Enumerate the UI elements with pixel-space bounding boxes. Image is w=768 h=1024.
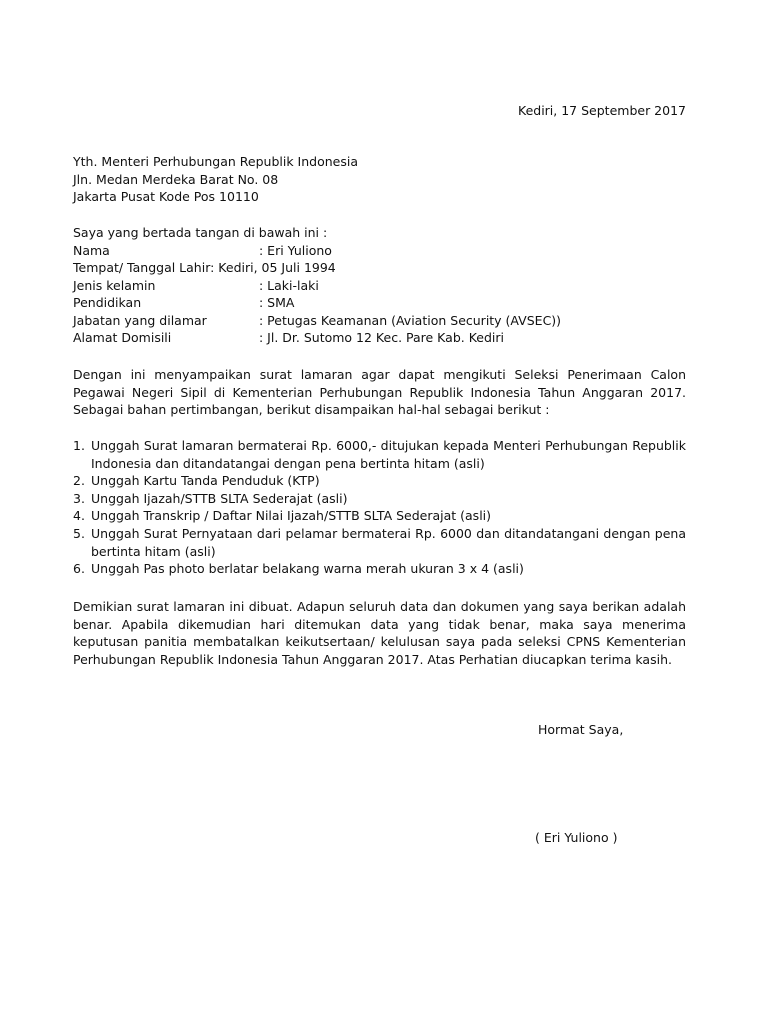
- field-label: Tempat/ Tanggal Lahir: [73, 260, 211, 276]
- list-number: 4.: [73, 508, 85, 524]
- list-number: 1.: [73, 438, 85, 453]
- field-label: Jenis kelamin: [73, 277, 156, 293]
- field-row-jabatan: [73, 312, 693, 330]
- letter-date: Kediri, 17 September 2017: [518, 103, 686, 118]
- field-row-nama: [73, 242, 693, 260]
- body-paragraph-1: Dengan ini menyampaikan surat lamaran agar dapat mengikuti Seleksi Penerimaan Calon Pegawai Negeri Sipil di Kementerian Perhubungan Republik Indonesia Tahun Anggaran 2017. Sebagai bahan pertimbangan, berikut disampaikan hal-hal sebagai berikut :: [73, 367, 686, 418]
- field-value: : Laki-laki: [259, 277, 319, 293]
- applicant-intro: Saya yang bertada tangan di bawah ini :: [73, 225, 328, 240]
- field-row-pendidikan: [73, 294, 693, 312]
- recipient-line: Jakarta Pusat Kode Pos 10110: [73, 189, 259, 205]
- field-value: : Kediri, 05 Juli 1994: [210, 260, 336, 276]
- field-value: : Eri Yuliono: [259, 242, 332, 258]
- list-item: [73, 490, 686, 508]
- list-number: 3.: [73, 490, 85, 506]
- applicant-fields: [73, 242, 693, 348]
- field-value: : Jl. Dr. Sutomo 12 Kec. Pare Kab. Kediri: [259, 330, 504, 346]
- field-value: : SMA: [259, 295, 295, 311]
- field-row-jenis-kelamin: [73, 277, 693, 295]
- list-text: Unggah Pas photo berlatar belakang warna merah ukuran 3 x 4 (asli): [91, 561, 524, 577]
- list-number: 5.: [73, 525, 85, 541]
- recipient-line: Yth. Menteri Perhubungan Republik Indonesia: [73, 154, 359, 169]
- list-item: [73, 507, 686, 525]
- list-number: 6.: [73, 561, 85, 577]
- requirements-list: [73, 437, 686, 578]
- list-text: Unggah Kartu Tanda Penduduk (KTP): [91, 473, 320, 489]
- field-value: : Petugas Keamanan (Aviation Security (AVSEC)): [259, 312, 562, 328]
- list-text: Unggah Ijazah/STTB SLTA Sederajat (asli): [91, 490, 348, 506]
- list-number: 2.: [73, 473, 85, 489]
- field-label: Jabatan yang dilamar: [73, 312, 207, 328]
- recipient-line: Jln. Medan Merdeka Barat No. 08: [73, 171, 279, 187]
- recipient-address: [73, 153, 693, 206]
- closing-salutation: Hormat Saya,: [538, 722, 624, 737]
- field-row-alamat: [73, 329, 693, 347]
- list-text: Unggah Surat Pernyataan dari pelamar bermaterai Rp. 6000 dan ditandatangani dengan pena bertinta hitam (asli): [91, 525, 686, 559]
- list-item: [73, 437, 686, 472]
- list-text: Unggah Surat lamaran bermaterai Rp. 6000,- ditujukan kepada Menteri Perhubungan Republik Indonesia dan ditandatangai dengan pena bertinta hitam (asli): [91, 438, 686, 471]
- field-label: Pendidikan: [73, 295, 142, 311]
- list-item: [73, 560, 686, 578]
- signature-name: ( Eri Yuliono ): [535, 830, 618, 845]
- body-paragraph-2: Demikian surat lamaran ini dibuat. Adapun seluruh data dan dokumen yang saya berikan adalah benar. Apabila dikemudian hari ditemukan data yang tidak benar, maka saya menerima keputusan panitia membatalkan keikutsertaan/ kelulusan saya pada seleksi CPNS Kementerian Perhubungan Republik Indonesia Tahun Anggaran 2017. Atas Perhatian diucapkan terima kasih.: [73, 599, 686, 667]
- field-label: Nama: [73, 242, 110, 258]
- list-text: Unggah Transkrip / Daftar Nilai Ijazah/STTB SLTA Sederajat (asli): [91, 508, 492, 524]
- field-row-tempat-tanggal-lahir: [73, 259, 693, 277]
- list-item: [73, 472, 686, 490]
- field-label: Alamat Domisili: [73, 330, 172, 346]
- list-item: [73, 525, 686, 560]
